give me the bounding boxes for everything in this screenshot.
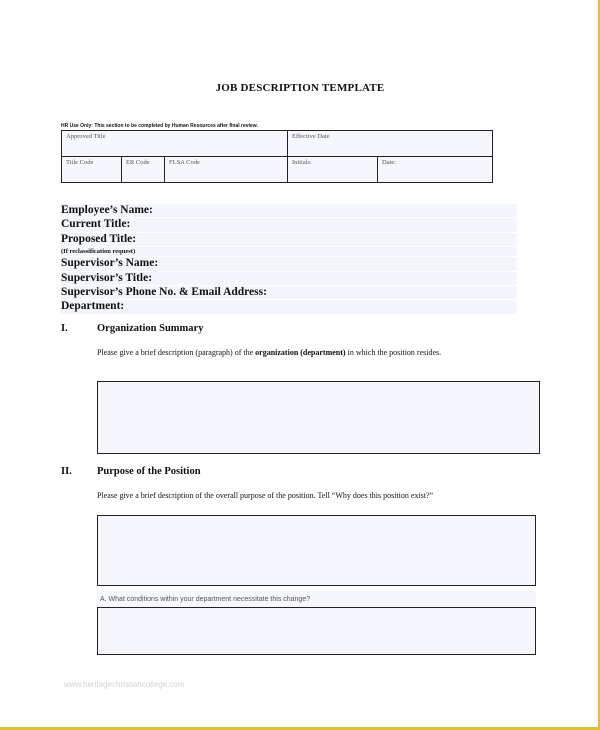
employee-info-block bbox=[61, 204, 517, 315]
section-heading-organization-summary bbox=[61, 323, 203, 334]
conditions-textbox[interactable] bbox=[97, 607, 536, 655]
watermark: www.heritagechristiancollege.com bbox=[64, 680, 185, 689]
purpose-instructions: Please give a brief description of the overall purpose of the position. Tell “Why does this position exist?” bbox=[97, 491, 434, 500]
section-number: II. bbox=[61, 466, 72, 477]
supervisor-contact-field[interactable]: Supervisor’s Phone No. & Email Address: bbox=[61, 286, 517, 300]
proposed-title-field[interactable]: Proposed Title: bbox=[61, 233, 517, 247]
section-number: I. bbox=[61, 323, 68, 334]
section-title: Purpose of the Position bbox=[97, 466, 201, 477]
section-heading-purpose-of-position bbox=[61, 466, 201, 477]
flsa-code-field[interactable]: FLSA Code bbox=[165, 157, 288, 183]
er-code-field[interactable]: ER Code bbox=[122, 157, 165, 183]
organization-summary-textbox[interactable] bbox=[97, 381, 540, 454]
initials-field[interactable]: Initials: bbox=[288, 157, 378, 183]
hr-table-row bbox=[62, 157, 492, 183]
hr-use-table bbox=[61, 130, 493, 183]
purpose-textbox[interactable] bbox=[97, 515, 536, 586]
hr-use-note: HR Use Only: This section to be completed by Human Resources after final review. bbox=[61, 123, 258, 129]
organization-summary-instructions: Please give a brief description (paragraph) of the organization (department) in which the position resides. bbox=[97, 348, 442, 357]
department-field[interactable]: Department: bbox=[61, 300, 517, 314]
approved-title-field[interactable]: Approved Title bbox=[62, 131, 288, 156]
supervisor-title-field[interactable]: Supervisor’s Title: bbox=[61, 272, 517, 286]
date-field[interactable]: Date: bbox=[382, 159, 397, 166]
title-code-field[interactable]: Title Code bbox=[62, 157, 122, 183]
effective-date-field[interactable]: Effective Date bbox=[292, 133, 330, 140]
document-title: JOB DESCRIPTION TEMPLATE bbox=[215, 82, 385, 94]
hr-table-row bbox=[62, 131, 492, 157]
conditions-question-label: A. What conditions within your department necessitate this change? bbox=[100, 596, 311, 603]
reclassification-note: (If reclassification request) bbox=[61, 247, 517, 257]
supervisor-name-field[interactable]: Supervisor’s Name: bbox=[61, 257, 517, 271]
employee-name-field[interactable]: Employee’s Name: bbox=[61, 204, 517, 218]
current-title-field[interactable]: Current Title: bbox=[61, 218, 517, 232]
section-title: Organization Summary bbox=[97, 323, 204, 334]
